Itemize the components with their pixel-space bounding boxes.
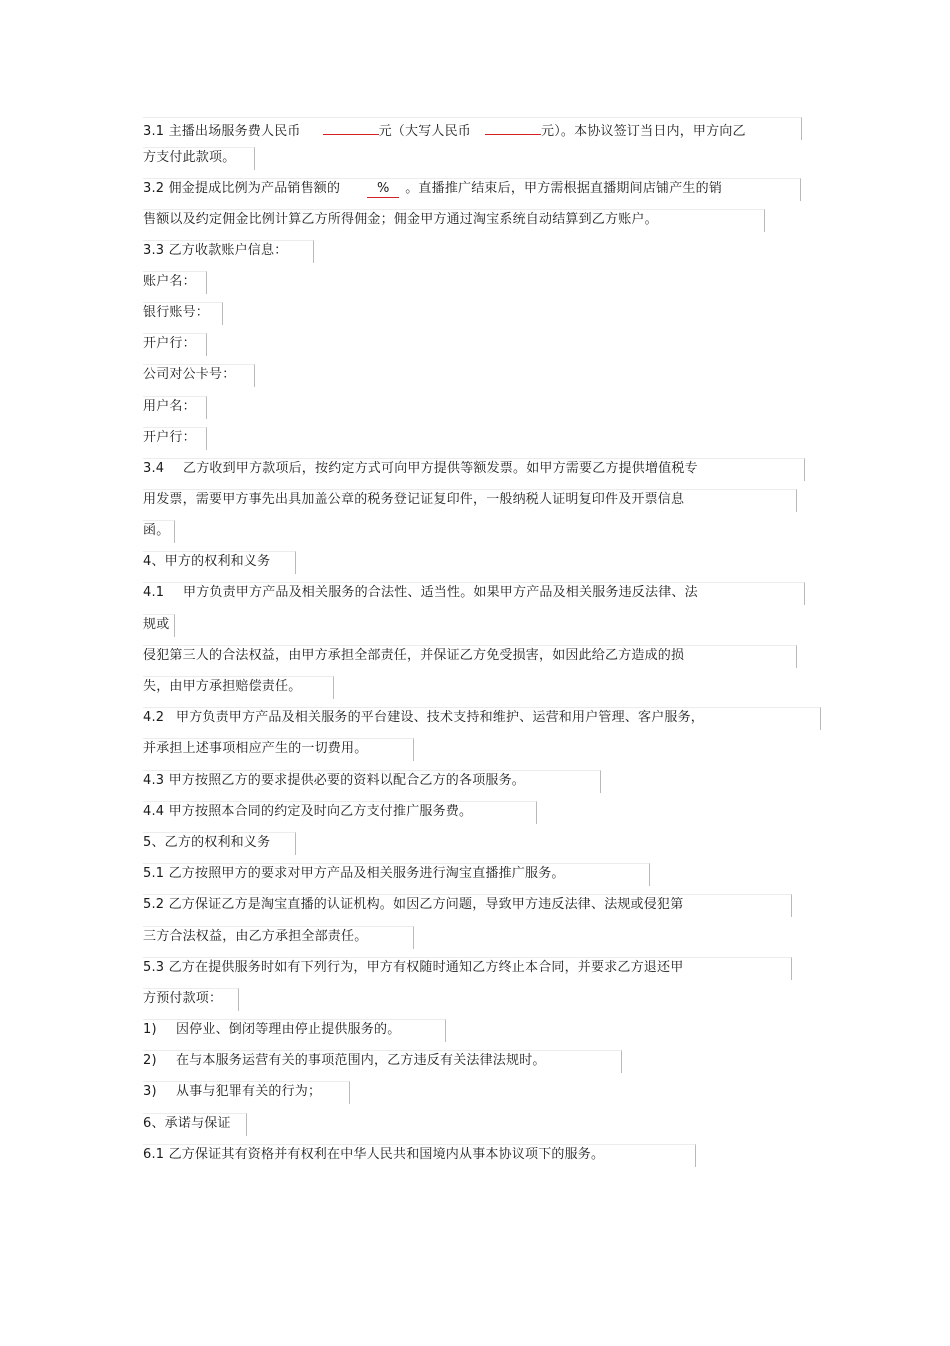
section-5-title: 5、乙方的权利和义务 [143, 835, 271, 850]
clause-3-2-text-b: 。直播推广结束后，甲方需根据直播期间店铺产生的销 [405, 181, 723, 196]
clause-6-1-text: 6.1 乙方保证其有资格并有权利在中华人民共和国境内从事本协议项下的服务。 [143, 1147, 605, 1162]
clause-5-3-line-2 [143, 988, 222, 1010]
clause-3-2-text-a: 3.2 佣金提成比例为产品销售额的 [143, 181, 341, 196]
clause-3-2-text-c: 售额以及约定佣金比例计算乙方所得佣金；佣金甲方通过淘宝系统自动结算到乙方账户。 [143, 212, 658, 227]
list-item-number: 2) [143, 1053, 157, 1068]
bank-account-line [143, 302, 209, 324]
clause-4-4-text: 4.4 甲方按照本合同的约定及时向乙方支付推广服务费。 [143, 804, 473, 819]
bank-account-label: 银行账号： [143, 305, 210, 320]
corp-card-line [143, 364, 235, 386]
clause-3-1-line-2 [143, 147, 235, 169]
list-item-number: 3) [143, 1084, 157, 1099]
clause-3-4-text-a: 乙方收到甲方款项后，按约定方式可向甲方提供等额发票。如甲方需要乙方提供增值税专 [183, 461, 698, 476]
bank-line [143, 333, 196, 355]
clause-4-1-line-3 [143, 645, 684, 667]
list-item-number: 1) [143, 1022, 157, 1037]
bank2-label: 开户行： [143, 430, 196, 445]
section-5-heading [143, 832, 270, 854]
clause-number: 3.4 [143, 461, 165, 476]
clause-3-4-text-c: 函。 [143, 523, 170, 538]
user-name-line [143, 396, 196, 418]
clause-3-1-text-d: 方支付此款项。 [143, 150, 236, 165]
account-name-line [143, 271, 196, 293]
clause-5-2-text-b: 三方合法权益，由乙方承担全部责任。 [143, 929, 368, 944]
section-4-title: 4、甲方的权利和义务 [143, 554, 271, 569]
amount-blank[interactable] [323, 117, 379, 135]
clause-5-2-line-2 [143, 926, 367, 948]
account-name-label: 账户名： [143, 274, 196, 289]
clause-4-1-text-a: 甲方负责甲方产品及相关服务的合法性、适当性。如果甲方产品及相关服务违反法律、法 [183, 585, 698, 600]
clause-number: 4.1 [143, 585, 165, 600]
clause-3-4-line-1 [143, 458, 698, 480]
clause-5-3-line-1 [143, 957, 683, 979]
list-item-text: 因停业、倒闭等理由停止提供服务的。 [176, 1022, 401, 1037]
clause-4-2-line-2 [143, 738, 367, 760]
clause-3-1-text-a: 3.1 主播出场服务费人民币 [143, 124, 301, 139]
clause-4-3-line [143, 770, 525, 792]
section-6-heading [143, 1113, 231, 1135]
clause-3-1-line-1 [143, 117, 746, 139]
clause-4-2-line-1 [143, 707, 704, 729]
bank2-line [143, 427, 196, 449]
clause-4-4-line [143, 801, 472, 823]
clause-4-1-line-4 [143, 676, 301, 698]
clause-4-1-text-b: 规或 [143, 617, 170, 632]
list-item [143, 1019, 400, 1041]
clause-3-1-text-c: 元）。本协议签订当日内，甲方向乙 [541, 124, 746, 139]
clause-5-2-text-a: 5.2 乙方保证乙方是淘宝直播的认证机构。如因乙方问题，导致甲方违反法律、法规或侵犯第 [143, 897, 684, 912]
clause-6-1-line [143, 1144, 604, 1166]
clause-3-1-text-b: 元（大写人民币 [378, 124, 472, 139]
user-name-label: 用户名： [143, 399, 196, 414]
clause-5-2-line-1 [143, 894, 683, 916]
clause-4-2-text-a: 甲方负责甲方产品及相关服务的平台建设、技术支持和维护、运营和用户管理、客户服务， [176, 710, 705, 725]
clause-4-3-text: 4.3 甲方按照乙方的要求提供必要的资料以配合乙方的各项服务。 [143, 773, 526, 788]
clause-3-4-line-2 [143, 489, 684, 511]
list-item [143, 1081, 321, 1103]
corp-card-label: 公司对公卡号： [143, 367, 236, 382]
clause-5-3-text-b: 方预付款项： [143, 991, 223, 1006]
percent-blank[interactable]: % [367, 180, 399, 198]
clause-3-3-title [143, 240, 287, 262]
clause-4-2-text-b: 并承担上述事项相应产生的一切费用。 [143, 741, 368, 756]
list-item-text: 在与本服务运营有关的事项范围内，乙方违反有关法律法规时。 [176, 1053, 546, 1068]
clause-5-1-text: 5.1 乙方按照甲方的要求对甲方产品及相关服务进行淘宝直播推广服务。 [143, 866, 565, 881]
list-item-text: 从事与犯罪有关的行为； [176, 1084, 322, 1099]
clause-3-2-line-1 [143, 178, 722, 200]
clause-5-3-text-a: 5.3 乙方在提供服务时如有下列行为，甲方有权随时通知乙方终止本合同，并要求乙方退还甲 [143, 960, 684, 975]
clause-4-1-line-2 [143, 614, 169, 636]
clause-3-4-text-b: 用发票，需要甲方事先出具加盖公章的税务登记证复印件，一般纳税人证明复印件及开票信息 [143, 492, 685, 507]
clause-4-1-text-d: 失，由甲方承担赔偿责任。 [143, 679, 302, 694]
bank-label: 开户行： [143, 336, 196, 351]
clause-5-1-line [143, 863, 565, 885]
clause-3-3-text: 3.3 乙方收款账户信息： [143, 243, 288, 258]
section-6-title: 6、承诺与保证 [143, 1116, 231, 1131]
amount-uppercase-blank[interactable] [485, 117, 541, 135]
clause-3-4-line-3 [143, 520, 169, 542]
list-item [143, 1050, 546, 1072]
clause-3-2-line-2 [143, 209, 658, 231]
clause-4-1-text-c: 侵犯第三人的合法权益，由甲方承担全部责任，并保证乙方免受损害，如因此给乙方造成的损 [143, 648, 685, 663]
clause-number: 4.2 [143, 710, 165, 725]
section-4-heading [143, 551, 270, 573]
clause-4-1-line-1 [143, 582, 698, 604]
